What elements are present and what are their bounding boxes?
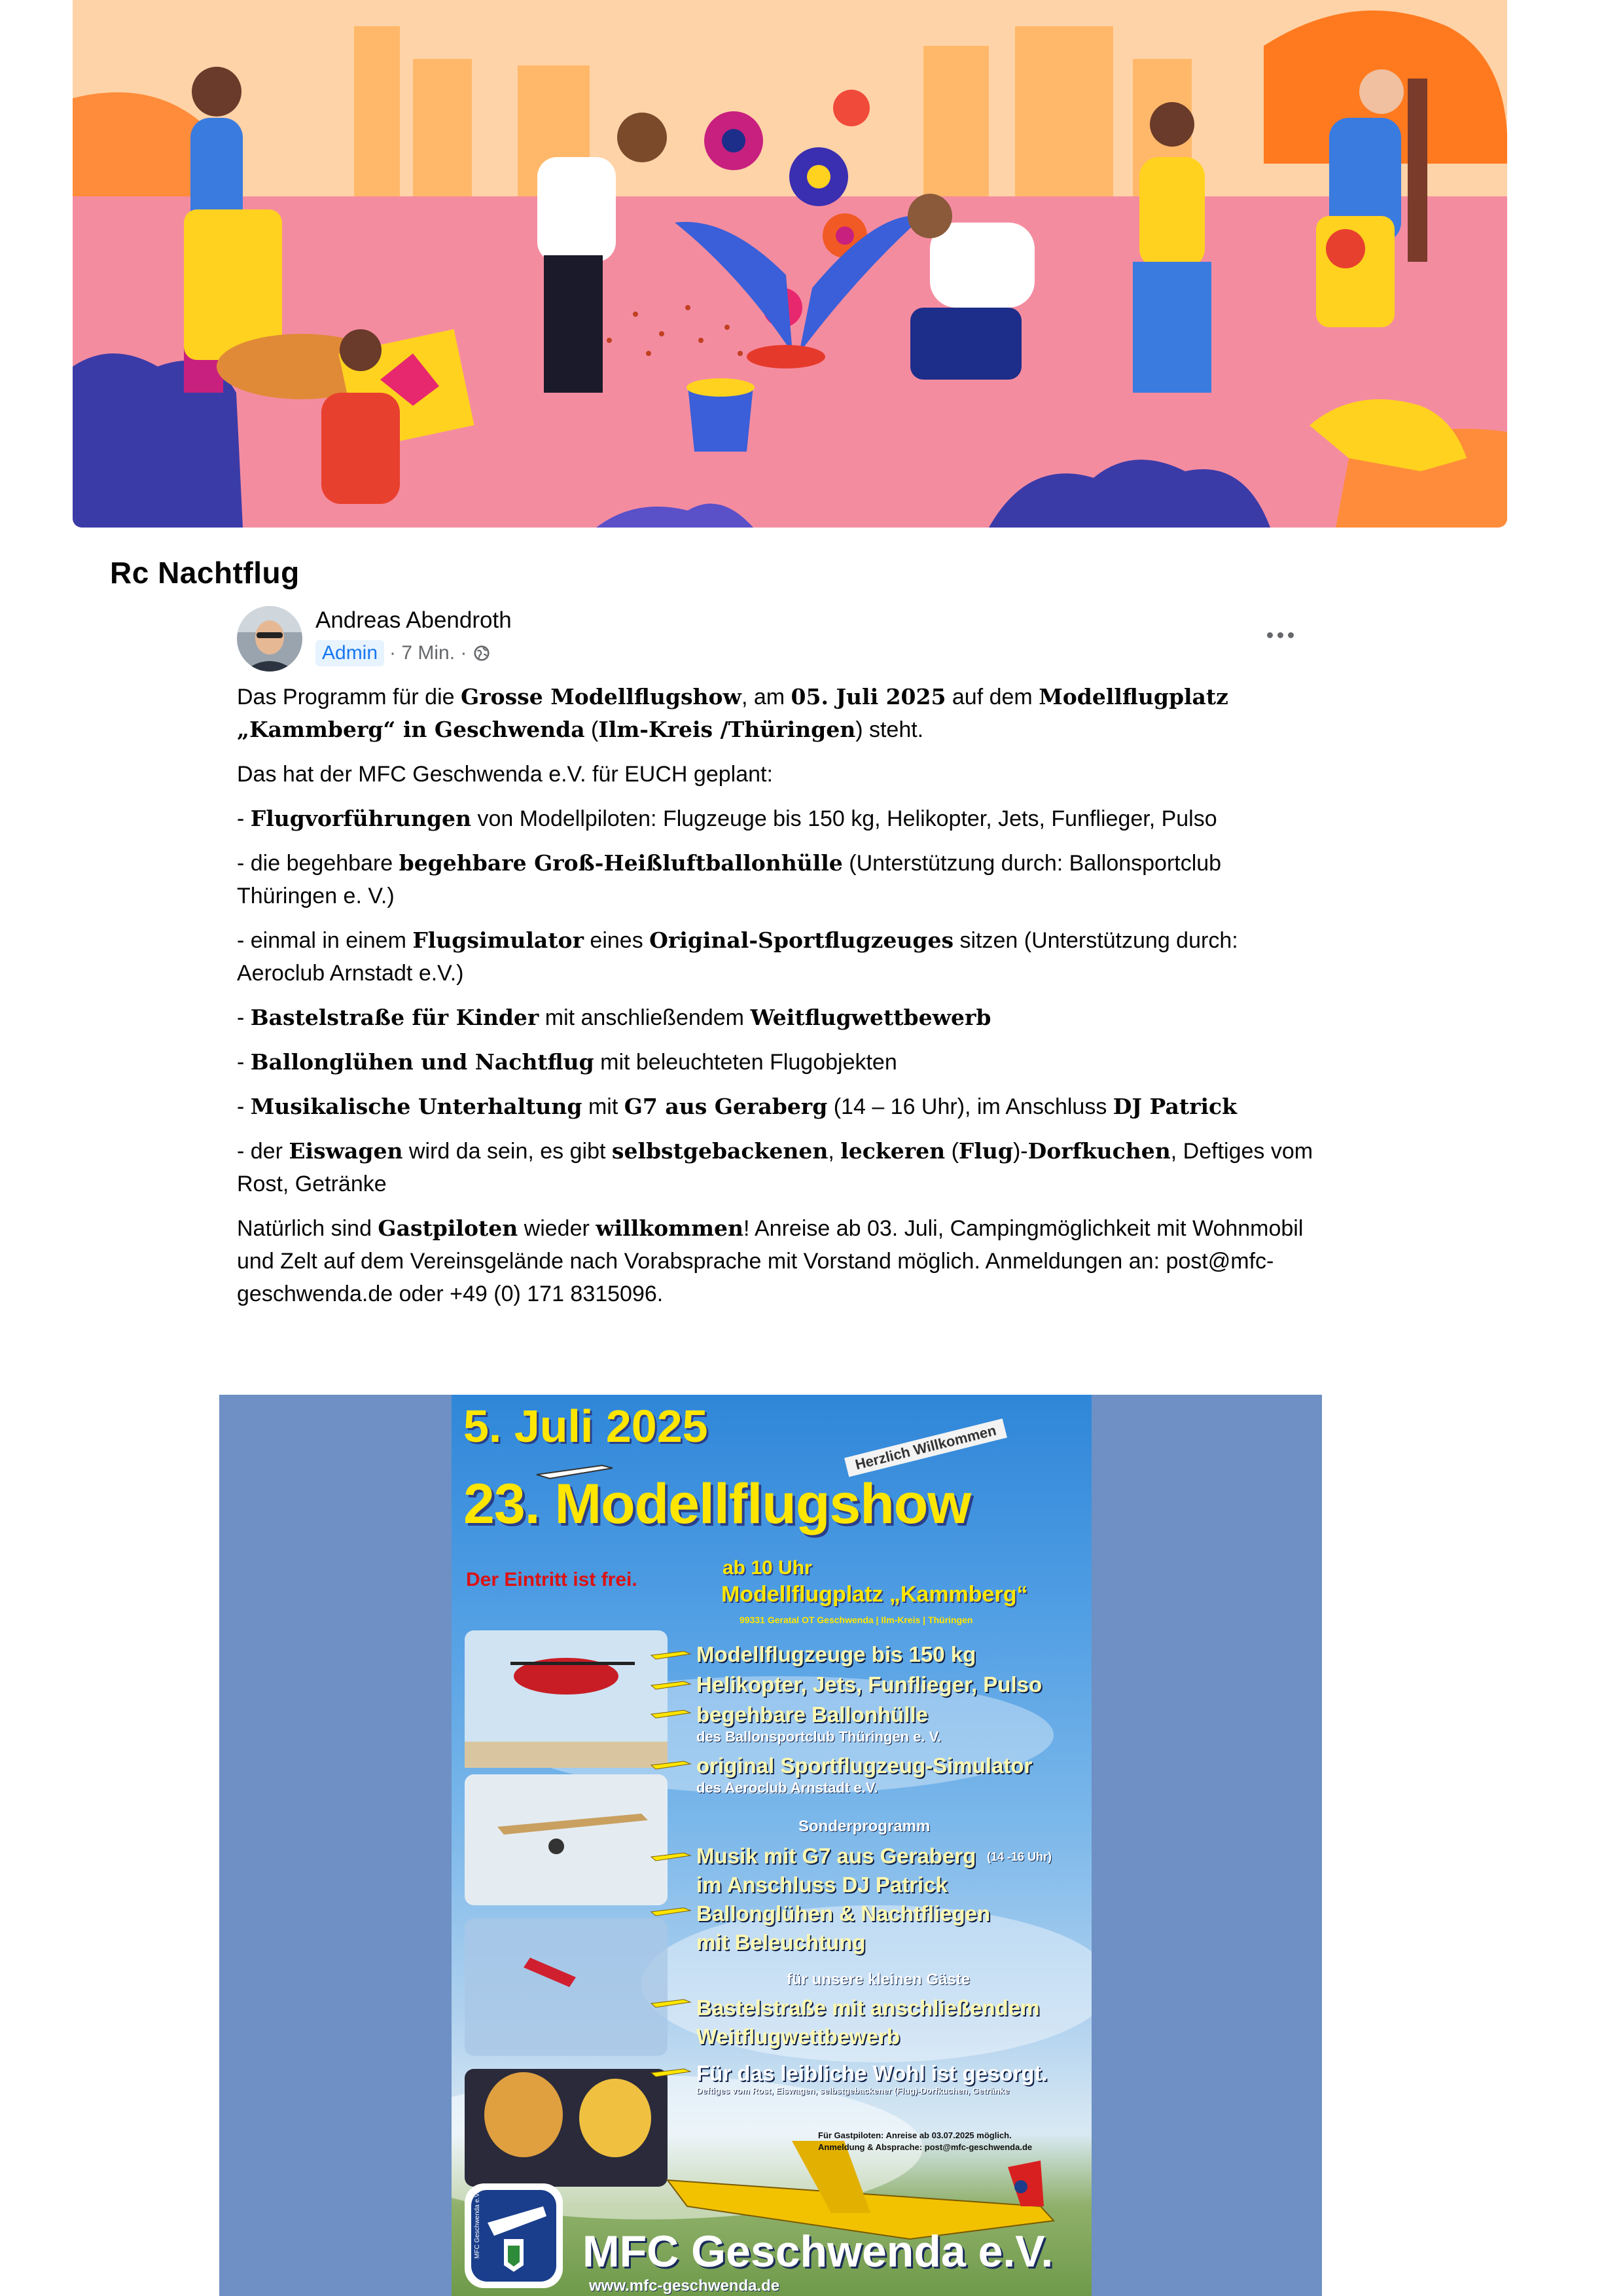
post-time[interactable]: · 7 Min. · (389, 642, 467, 664)
post-text (237, 681, 1317, 1322)
poster-title: 23. Modellflugshow (463, 1473, 971, 1535)
poster-date: 5. Juli 2025 (463, 1401, 708, 1452)
post-text-bold: Ilm-Kreis /Thüringen (598, 717, 856, 742)
post-text-segment: eines (583, 928, 650, 953)
post-text-segment: Das Programm für die (237, 685, 461, 709)
post-image-attachment[interactable] (219, 1395, 1322, 2296)
post-text-segment: mit beleuchteten Flugobjekten (594, 1050, 897, 1075)
poster-special-item: Ballonglühen & Nachtfliegen (696, 1901, 991, 1926)
post-text-bold: willkommen (596, 1215, 743, 1241)
dot-icon (1288, 632, 1294, 638)
post-text-segment: - (237, 1050, 251, 1075)
post-text-bold: selbstgebackenen (611, 1138, 829, 1164)
post-text-bold: Ballonglühen und Nachtflug (250, 1049, 594, 1075)
post-text-bold: Modellflugplatz „Kammberg“ in Geschwenda (237, 684, 1228, 742)
post-text-segment: sitzen (Unterstützung durch: Aeroclub Arnstadt e.V.) (237, 928, 1238, 986)
post-text-bold: Original-Sportflugzeuges (649, 927, 954, 953)
poster-logo-text: MFC Geschwenda e.V. (474, 2191, 481, 2259)
post-text-segment: Das hat der MFC Geschwenda e.V. für EUCH geplant: (237, 762, 773, 787)
poster-guest-note: Für Gastpiloten: Anreise ab 03.07.2025 möglich. (818, 2130, 1012, 2140)
avatar-photo (237, 606, 302, 672)
post-text-bold: Flug (958, 1138, 1013, 1164)
poster-item: original Sportflugzeug-Simulator (696, 1753, 1033, 1778)
author-avatar[interactable] (237, 606, 302, 672)
post-paragraph (237, 847, 1317, 912)
globe-icon (473, 645, 490, 662)
post-text-bold: Gastpiloten (378, 1215, 518, 1241)
post-text-segment: Natürlich sind (237, 1216, 378, 1241)
post-text-segment: , (828, 1139, 841, 1164)
post-text-segment: , Deftiges vom Rost, Getränke (237, 1139, 1313, 1196)
post-paragraph (237, 1090, 1317, 1123)
post-text-bold: Weitflugwettbewerb (750, 1005, 991, 1030)
poster-special-small: (14 -16 Uhr) (987, 1850, 1052, 1863)
poster-special-heading: Sonderprogramm (798, 1818, 931, 1835)
cover-illustration (73, 0, 1507, 528)
poster-welcome-banner: Herzlich Willkommen (844, 1418, 1007, 1477)
post-text-segment: - einmal in einem (237, 928, 413, 953)
post-text-segment: ( (584, 717, 599, 742)
post-text-segment: ) steht. (855, 717, 924, 742)
post-paragraph (237, 758, 1317, 791)
poster-start-time: ab 10 Uhr (722, 1557, 812, 1579)
post-text-bold: G7 aus Geraberg (624, 1094, 828, 1119)
post-meta (315, 639, 490, 668)
post-text-segment: (14 – 16 Uhr), im Anschluss (827, 1094, 1113, 1119)
post-paragraph (237, 681, 1317, 746)
post-text-bold: begehbare Groß-Heißluftballonhülle (399, 850, 843, 876)
post-text-segment: wird da sein, es gibt (402, 1139, 612, 1164)
poster-item: Modellflugzeuge bis 150 kg (696, 1642, 976, 1666)
post-text-segment: wieder (518, 1216, 596, 1241)
dot-icon (1277, 632, 1283, 638)
post-paragraph (237, 1001, 1317, 1034)
post-text-bold: 05. Juli 2025 (791, 684, 946, 709)
post-text-bold: Bastelstraße für Kinder (250, 1005, 539, 1030)
post-text-segment: - der (237, 1139, 289, 1164)
post-text-bold: DJ Patrick (1113, 1094, 1237, 1119)
post-text-bold: Flugsimulator (412, 927, 584, 953)
poster-special-item: im Anschluss DJ Patrick (696, 1873, 948, 1897)
poster-food-sub: Deftiges vom Rost, Eiswagen, selbstgebackener (Flug)-Dorfkuchen, Getränke (696, 2086, 1010, 2096)
post-text-segment: mit (582, 1094, 624, 1119)
poster-kids-heading: für unsere kleinen Gäste (787, 1971, 971, 1988)
poster-special-item: mit Beleuchtung (696, 1930, 866, 1954)
dot-icon (1267, 632, 1273, 638)
more-options-button[interactable] (1257, 622, 1304, 648)
post-text-bold: Grosse Modellflugshow (461, 684, 741, 709)
post-text-bold: Eiswagen (289, 1138, 403, 1164)
poster-address: 99331 Geratal OT Geschwenda | Ilm-Kreis | Thüringen (740, 1615, 973, 1625)
post-text-segment: ! Anreise ab 03. Juli, Campingmöglichkeit mit Wohnmobil und Zelt auf dem Vereinsgelände nach Vorabsprache mit Vorstand möglich. Anmeldungen an: post@mfc-geschwenda.de oder +49 (0) 171 8315096. (237, 1216, 1304, 1306)
post-text-segment: , am (741, 685, 791, 709)
post-paragraph (237, 924, 1317, 990)
post-text-segment: auf dem (946, 685, 1039, 709)
post-paragraph (237, 1135, 1317, 1200)
poster-kids-item: Bastelstraße mit anschließendem (696, 1996, 1040, 2020)
poster-free-entry: Der Eintritt ist frei. (466, 1569, 637, 1590)
poster-special-item: Musik mit G7 aus Geraberg (696, 1844, 976, 1868)
post-text-segment: - (237, 1005, 251, 1030)
poster-kids-item: Weitflugwettbewerb (696, 2024, 901, 2049)
post-text-segment: - (237, 1094, 251, 1119)
poster-item-sub: des Aeroclub Arnstadt e.V. (696, 1780, 878, 1796)
post-paragraph (237, 1046, 1317, 1079)
poster-food: Für das leibliche Wohl ist gesorgt. (696, 2061, 1048, 2085)
poster-website: www.mfc-geschwenda.de (589, 2277, 780, 2295)
poster-item: Helikopter, Jets, Funflieger, Pulso (696, 1672, 1043, 1696)
author-name[interactable]: Andreas Abendroth (315, 607, 512, 633)
poster-item: begehbare Ballonhülle (696, 1702, 928, 1727)
group-title[interactable]: Rc Nachtflug (110, 556, 300, 590)
post-paragraph (237, 1212, 1317, 1310)
poster-club-name: MFC Geschwenda e.V. (582, 2227, 1054, 2276)
event-poster (452, 1395, 1092, 2296)
post-text-bold: Dorfkuchen (1027, 1138, 1171, 1164)
post-text-bold: Musikalische Unterhaltung (250, 1094, 582, 1119)
post-text-segment: )- (1012, 1139, 1028, 1164)
poster-guest-note: Anmeldung & Absprache: post@mfc-geschwenda.de (818, 2142, 1033, 2152)
post-text-segment: - die begehbare (237, 851, 399, 876)
admin-badge: Admin (315, 640, 384, 666)
post-text-bold: leckeren (840, 1138, 946, 1164)
post-text-segment: mit anschließendem (539, 1005, 751, 1030)
post-text-segment: - (237, 806, 251, 831)
post-text-segment: von Modellpiloten: Flugzeuge bis 150 kg, Helikopter, Jets, Funflieger, Pulso (471, 806, 1217, 831)
poster-venue: Modellflugplatz „Kammberg“ (721, 1582, 1028, 1607)
poster-item-sub: des Ballonsportclub Thüringen e. V. (696, 1729, 942, 1745)
post-paragraph (237, 802, 1317, 835)
group-cover-image[interactable] (73, 0, 1507, 528)
post-text-segment: ( (945, 1139, 959, 1164)
post-text-segment: (Unterstützung durch: Ballonsportclub Thüringen e. V.) (237, 851, 1222, 908)
post-text-bold: Flugvorführungen (250, 806, 471, 831)
